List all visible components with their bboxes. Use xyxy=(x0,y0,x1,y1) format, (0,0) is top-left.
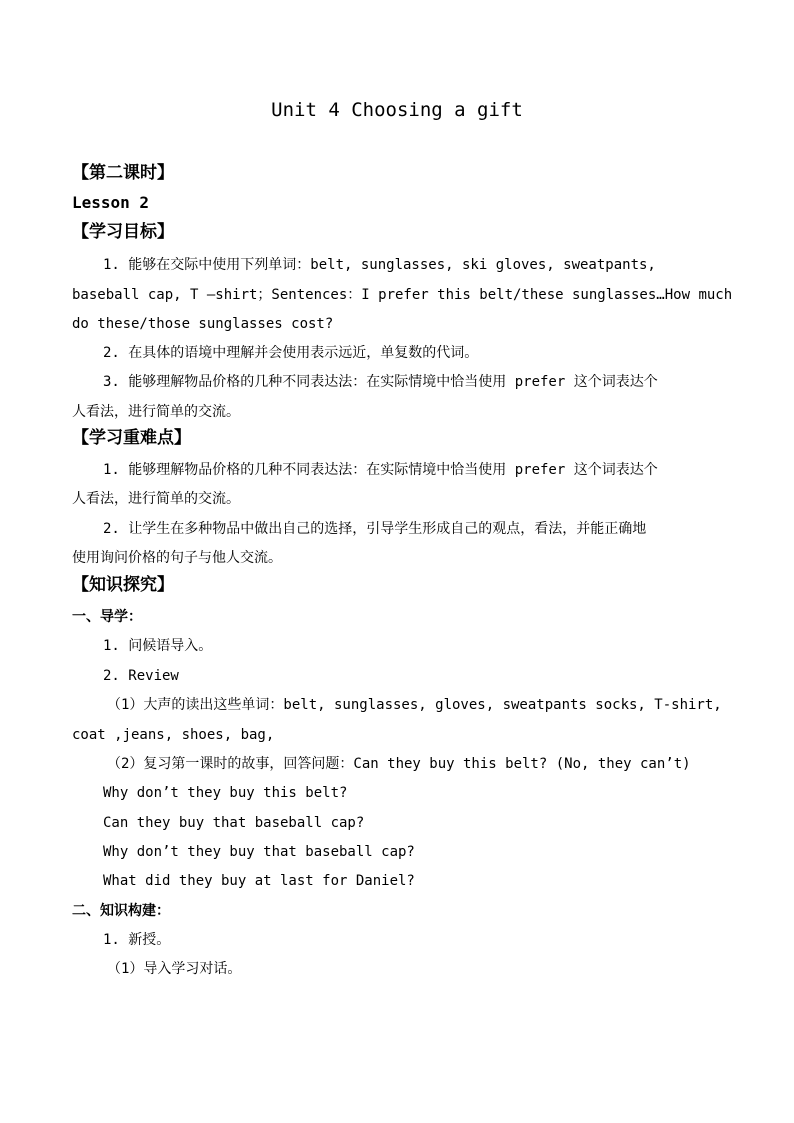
part1-heading: 一、导学： xyxy=(72,609,142,625)
part2-heading: 二、知识构建： xyxy=(72,903,170,919)
objectives-heading: 【学习目标】 xyxy=(72,222,174,242)
lesson-label: Lesson 2 xyxy=(72,193,150,212)
document-title: Unit 4 Choosing a gift xyxy=(271,99,523,121)
exploration-item-5: 1. 新授。 xyxy=(103,932,171,948)
exploration-item-6: （1）导入学习对话。 xyxy=(107,961,242,977)
section-period-heading: 【第二课时】 xyxy=(72,163,174,183)
exploration-item-3-line-2: coat ,jeans, shoes, bag, xyxy=(72,727,275,743)
exploration-item-2: 2. Review xyxy=(103,668,179,684)
key-point-1-line-1: 1. 能够理解物品价格的几种不同表达法：在实际情境中恰当使用 prefer 这个词表达个 xyxy=(103,462,658,478)
key-point-2-line-1: 2. 让学生在多种物品中做出自己的选择，引导学生形成自己的观点，看法，并能正确地 xyxy=(103,521,647,537)
key-point-1-line-2: 人看法，进行简单的交流。 xyxy=(72,491,240,507)
review-question-1: Why don’t they buy this belt? xyxy=(103,785,348,801)
objective-3-line-1: 3. 能够理解物品价格的几种不同表达法：在实际情境中恰当使用 prefer 这个词表达个 xyxy=(103,374,658,390)
objective-2: 2. 在具体的语境中理解并会使用表示远近，单复数的代词。 xyxy=(103,345,479,361)
review-question-4: What did they buy at last for Daniel? xyxy=(103,873,415,889)
review-question-2: Can they buy that baseball cap? xyxy=(103,815,365,831)
exploration-item-3-line-1: （1）大声的读出这些单词：belt, sunglasses, gloves, sweatpants socks, T-shirt, xyxy=(107,697,722,713)
objective-1-line-3: do these/those sunglasses cost? xyxy=(72,316,334,332)
exploration-item-1: 1. 问候语导入。 xyxy=(103,638,213,654)
review-question-3: Why don’t they buy that baseball cap? xyxy=(103,844,415,860)
exploration-item-4: （2）复习第一课时的故事，回答问题：Can they buy this belt? (No, they can’t) xyxy=(107,756,691,772)
key-point-2-line-2: 使用询问价格的句子与他人交流。 xyxy=(72,550,282,566)
objective-3-line-2: 人看法，进行简单的交流。 xyxy=(72,404,240,420)
key-points-heading: 【学习重难点】 xyxy=(72,428,191,448)
objective-1-line-1: 1. 能够在交际中使用下列单词：belt, sunglasses, ski gloves, sweatpants, xyxy=(103,257,656,273)
objective-1-line-2: baseball cap, T –shirt；Sentences：I prefer this belt/these sunglasses…How much xyxy=(72,287,733,303)
exploration-heading: 【知识探究】 xyxy=(72,575,174,595)
